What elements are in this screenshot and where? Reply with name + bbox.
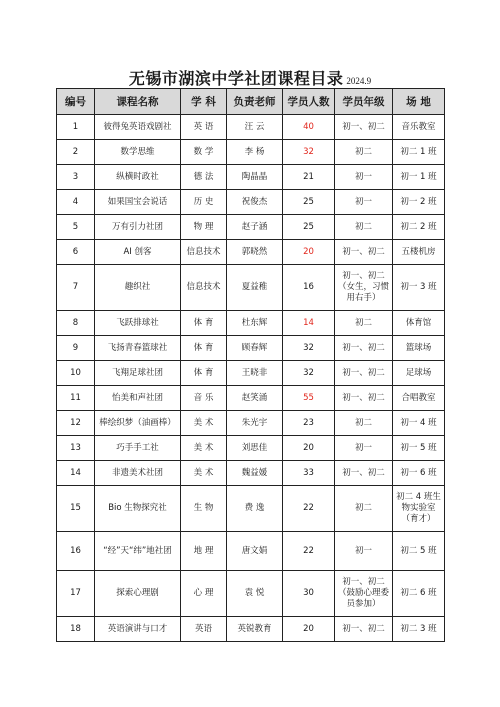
cell-teacher: 汪 云 <box>227 115 283 140</box>
cell-grade: 初一、初二 <box>335 386 393 411</box>
cell-grade: 初一、初二 <box>335 461 393 486</box>
header-count: 学员人数 <box>283 89 335 115</box>
cell-course-name: Bio 生物探究社 <box>95 486 181 532</box>
table-row <box>57 461 445 486</box>
cell-venue: 音乐教室 <box>393 115 445 140</box>
table-row <box>57 265 445 311</box>
cell-venue: 初二 3 班 <box>393 617 445 642</box>
cell-subject: 德 法 <box>181 165 227 190</box>
cell-grade: 初二 <box>335 140 393 165</box>
cell-course-name: 英语演讲与口才 <box>95 617 181 642</box>
cell-venue: 初二 6 班 <box>393 571 445 617</box>
cell-no: 4 <box>57 190 95 215</box>
cell-subject: 信息技术 <box>181 240 227 265</box>
cell-no: 15 <box>57 486 95 532</box>
cell-venue: 初一 3 班 <box>393 265 445 311</box>
cell-grade: 初一 <box>335 436 393 461</box>
table-row <box>57 215 445 240</box>
cell-grade: 初一、初二（鼓励心理委员参加） <box>335 571 393 617</box>
cell-count: 30 <box>283 571 335 617</box>
cell-no: 12 <box>57 411 95 436</box>
cell-no: 17 <box>57 571 95 617</box>
cell-count: 23 <box>283 411 335 436</box>
cell-venue: 初一 6 班 <box>393 461 445 486</box>
table-row <box>57 411 445 436</box>
cell-count: 32 <box>283 336 335 361</box>
cell-course-name: “经”天“纬”地社团 <box>95 532 181 571</box>
cell-subject: 体 育 <box>181 361 227 386</box>
table-row <box>57 532 445 571</box>
cell-venue: 篮球场 <box>393 336 445 361</box>
header-teacher: 负责老师 <box>227 89 283 115</box>
cell-venue: 初二 5 班 <box>393 532 445 571</box>
cell-count: 32 <box>283 140 335 165</box>
cell-teacher: 刘思佳 <box>227 436 283 461</box>
cell-subject: 英 语 <box>181 115 227 140</box>
cell-count: 16 <box>283 265 335 311</box>
table-row <box>57 140 445 165</box>
cell-no: 6 <box>57 240 95 265</box>
cell-count: 55 <box>283 386 335 411</box>
cell-subject: 体 育 <box>181 311 227 336</box>
cell-venue: 初二 4 班生物实验室（育才） <box>393 486 445 532</box>
cell-no: 13 <box>57 436 95 461</box>
table-row <box>57 336 445 361</box>
cell-course-name: 飞扬青春篮球社 <box>95 336 181 361</box>
cell-venue: 初一 1 班 <box>393 165 445 190</box>
cell-count: 22 <box>283 532 335 571</box>
cell-venue: 五楼机房 <box>393 240 445 265</box>
cell-teacher: 英锐教育 <box>227 617 283 642</box>
cell-course-name: 巧手手工社 <box>95 436 181 461</box>
cell-no: 8 <box>57 311 95 336</box>
cell-count: 20 <box>283 240 335 265</box>
cell-no: 18 <box>57 617 95 642</box>
cell-course-name: 万有引力社团 <box>95 215 181 240</box>
cell-no: 5 <box>57 215 95 240</box>
cell-no: 2 <box>57 140 95 165</box>
cell-grade: 初二 <box>335 411 393 436</box>
cell-no: 16 <box>57 532 95 571</box>
cell-course-name: 飞翔足球社团 <box>95 361 181 386</box>
cell-subject: 数 学 <box>181 140 227 165</box>
course-table <box>56 88 445 642</box>
cell-teacher: 夏益稚 <box>227 265 283 311</box>
cell-venue: 合唱教室 <box>393 386 445 411</box>
table-row <box>57 571 445 617</box>
cell-subject: 美 术 <box>181 461 227 486</box>
cell-subject: 英语 <box>181 617 227 642</box>
cell-grade: 初一 <box>335 165 393 190</box>
table-row <box>57 386 445 411</box>
cell-course-name: 数学思维 <box>95 140 181 165</box>
cell-teacher: 杜东辉 <box>227 311 283 336</box>
table-row <box>57 115 445 140</box>
table-row <box>57 311 445 336</box>
cell-subject: 生 物 <box>181 486 227 532</box>
cell-venue: 初一 5 班 <box>393 436 445 461</box>
table-row <box>57 190 445 215</box>
cell-grade: 初一、初二 <box>335 336 393 361</box>
cell-teacher: 费 逸 <box>227 486 283 532</box>
cell-venue: 初一 2 班 <box>393 190 445 215</box>
cell-count: 14 <box>283 311 335 336</box>
cell-no: 14 <box>57 461 95 486</box>
document-title-area <box>0 66 500 89</box>
header-course-name: 课程名称 <box>95 89 181 115</box>
cell-course-name: 纵横时政社 <box>95 165 181 190</box>
cell-teacher: 魏益媛 <box>227 461 283 486</box>
cell-teacher: 陶晶晶 <box>227 165 283 190</box>
cell-course-name: 彼得兔英语戏剧社 <box>95 115 181 140</box>
cell-teacher: 朱光宇 <box>227 411 283 436</box>
cell-venue: 体育馆 <box>393 311 445 336</box>
cell-course-name: 如果国宝会说话 <box>95 190 181 215</box>
cell-no: 10 <box>57 361 95 386</box>
cell-course-name: 趣织社 <box>95 265 181 311</box>
cell-grade: 初一 <box>335 190 393 215</box>
cell-teacher: 祝俊杰 <box>227 190 283 215</box>
cell-count: 25 <box>283 215 335 240</box>
cell-venue: 初二 1 班 <box>393 140 445 165</box>
cell-grade: 初二 <box>335 215 393 240</box>
cell-count: 25 <box>283 190 335 215</box>
table-row <box>57 617 445 642</box>
cell-teacher: 唐文娟 <box>227 532 283 571</box>
cell-no: 1 <box>57 115 95 140</box>
cell-course-name: 怡美和声社团 <box>95 386 181 411</box>
page-title: 无锡市湖滨中学社团课程目录 <box>128 69 344 88</box>
cell-subject: 物 理 <box>181 215 227 240</box>
header-grade: 学员年级 <box>335 89 393 115</box>
table-row <box>57 165 445 190</box>
cell-grade: 初一、初二 <box>335 115 393 140</box>
table-row <box>57 436 445 461</box>
cell-course-name: 飞跃排球社 <box>95 311 181 336</box>
table-header-row <box>57 89 445 115</box>
cell-subject: 信息技术 <box>181 265 227 311</box>
cell-grade: 初一、初二 <box>335 361 393 386</box>
cell-count: 21 <box>283 165 335 190</box>
cell-venue: 初一 4 班 <box>393 411 445 436</box>
cell-venue: 初二 2 班 <box>393 215 445 240</box>
cell-grade: 初二 <box>335 311 393 336</box>
header-venue: 场 地 <box>393 89 445 115</box>
cell-no: 7 <box>57 265 95 311</box>
cell-teacher: 赵笑涌 <box>227 386 283 411</box>
cell-course-name: 非遗美术社团 <box>95 461 181 486</box>
cell-course-name: 棒绘织梦（油画棒） <box>95 411 181 436</box>
cell-subject: 心 理 <box>181 571 227 617</box>
table-row <box>57 486 445 532</box>
cell-count: 22 <box>283 486 335 532</box>
cell-grade: 初一、初二（女生，习惯用右手） <box>335 265 393 311</box>
cell-count: 20 <box>283 617 335 642</box>
cell-teacher: 赵子涵 <box>227 215 283 240</box>
cell-grade: 初二 <box>335 486 393 532</box>
cell-subject: 体 育 <box>181 336 227 361</box>
cell-no: 11 <box>57 386 95 411</box>
cell-count: 20 <box>283 436 335 461</box>
cell-grade: 初一 <box>335 532 393 571</box>
cell-course-name: 探索心理剧 <box>95 571 181 617</box>
title-date: 2024.9 <box>346 76 372 86</box>
cell-teacher: 王晓非 <box>227 361 283 386</box>
cell-subject: 美 术 <box>181 436 227 461</box>
cell-no: 9 <box>57 336 95 361</box>
cell-grade: 初一、初二 <box>335 617 393 642</box>
cell-grade: 初一、初二 <box>335 240 393 265</box>
cell-teacher: 郭晓然 <box>227 240 283 265</box>
cell-count: 33 <box>283 461 335 486</box>
cell-venue: 足球场 <box>393 361 445 386</box>
cell-subject: 美 术 <box>181 411 227 436</box>
cell-count: 40 <box>283 115 335 140</box>
cell-no: 3 <box>57 165 95 190</box>
cell-subject: 地 理 <box>181 532 227 571</box>
cell-count: 32 <box>283 361 335 386</box>
header-subject: 学 科 <box>181 89 227 115</box>
cell-teacher: 袁 悦 <box>227 571 283 617</box>
cell-teacher: 顾春辉 <box>227 336 283 361</box>
table-row <box>57 361 445 386</box>
header-no: 编号 <box>57 89 95 115</box>
cell-course-name: AI 创客 <box>95 240 181 265</box>
cell-subject: 历 史 <box>181 190 227 215</box>
cell-teacher: 李 杨 <box>227 140 283 165</box>
cell-subject: 音 乐 <box>181 386 227 411</box>
table-row <box>57 240 445 265</box>
